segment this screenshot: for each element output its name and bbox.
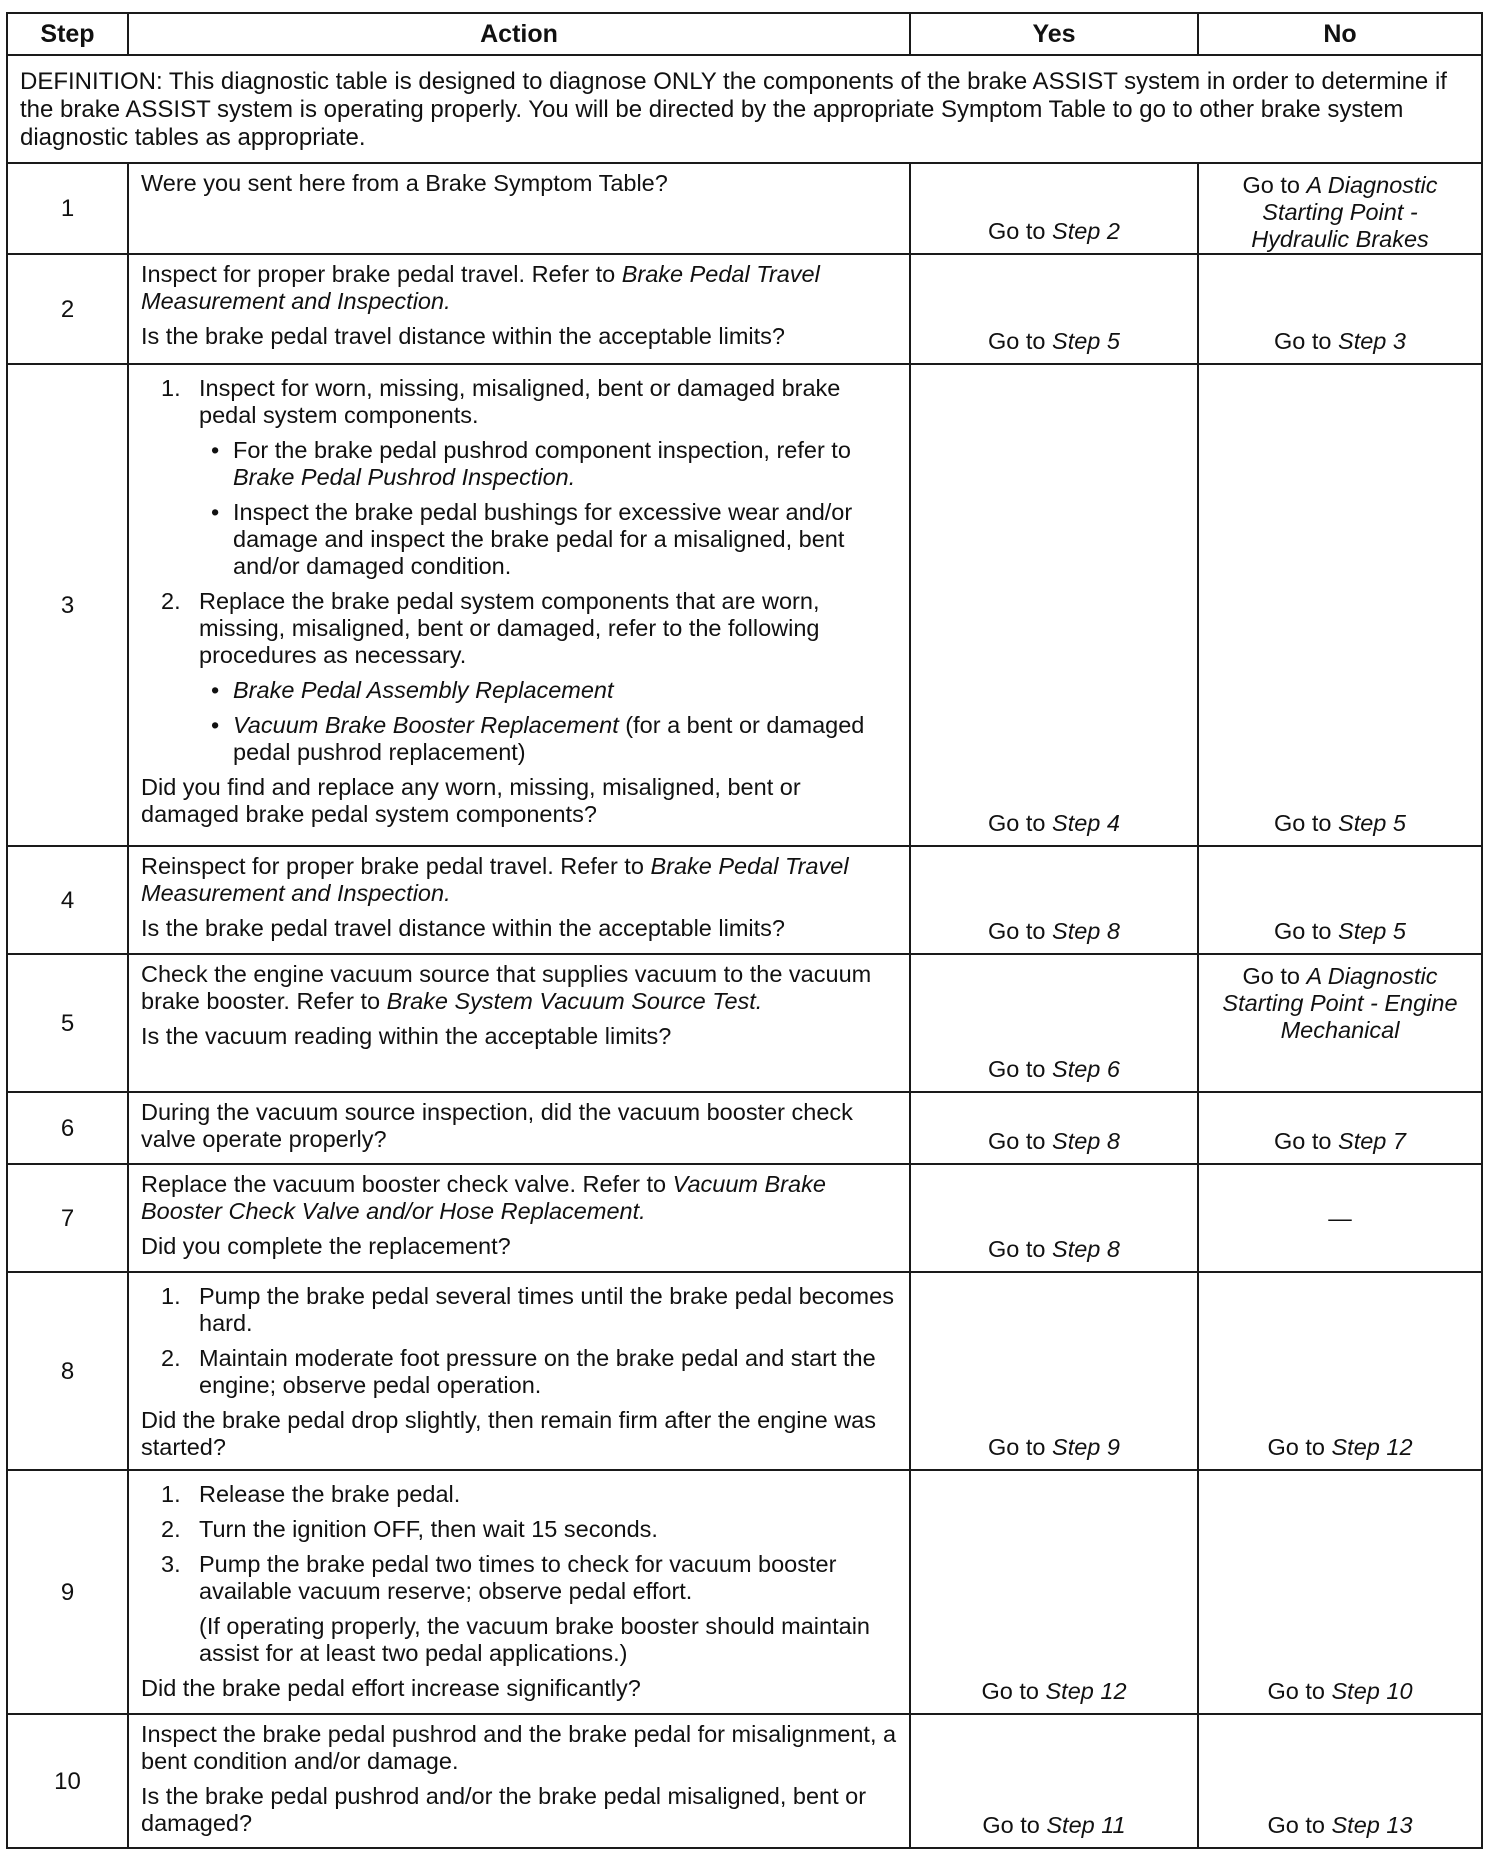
go-to-label: Go to: [1274, 810, 1332, 836]
no-cell: [1198, 254, 1482, 364]
step-number: 10: [7, 1714, 128, 1848]
yes-cell: [910, 846, 1198, 954]
bullet-text: Inspect the brake pedal bushings for excessive wear and/or damage and inspect the brake pedal for a misaligned, bent and/or damaged condition.: [233, 499, 853, 579]
header-row: [7, 13, 1482, 55]
table-row: [7, 254, 1482, 364]
question-text: Did you find and replace any worn, missing, misaligned, bent or damaged brake pedal system components?: [141, 774, 801, 827]
bullet-text: For the brake pedal pushrod component inspection, refer to: [233, 437, 851, 463]
item-number: 1.: [161, 375, 181, 401]
item-number: 3.: [161, 1551, 181, 1577]
action-cell: [128, 1470, 910, 1714]
yes-cell: [910, 954, 1198, 1092]
no-ref-line-1[interactable]: A Diagnostic: [1306, 963, 1438, 989]
go-to-label: Go to: [1274, 328, 1332, 354]
diagnostic-table: [6, 12, 1483, 1849]
go-to-label: Go to: [981, 1678, 1039, 1704]
list-item: [141, 1516, 897, 1543]
bullet-item: [199, 499, 897, 580]
step-number: 3: [7, 364, 128, 846]
note-text: (If operating properly, the vacuum brake booster should maintain assist for at least two pedal applications.): [199, 1613, 870, 1666]
go-to-label: Go to: [988, 218, 1046, 244]
go-to-label: Go to: [988, 1056, 1046, 1082]
action-cell: [128, 1164, 910, 1272]
procedure-list: [141, 375, 897, 766]
step-number: 1: [7, 163, 128, 254]
no-cell: [1198, 846, 1482, 954]
definition-row: [7, 55, 1482, 163]
header-action: Action: [128, 13, 910, 55]
table-row: [7, 1470, 1482, 1714]
header-yes: Yes: [910, 13, 1198, 55]
yes-step-link[interactable]: Step 6: [1052, 1056, 1120, 1082]
instruction-text: [141, 961, 897, 1015]
go-to-label: Go to: [988, 1128, 1046, 1154]
question-text: Is the brake pedal travel distance within the acceptable limits?: [141, 915, 785, 941]
no-step-link[interactable]: Step 5: [1338, 810, 1406, 836]
procedure-reference[interactable]: Brake System Vacuum Source Test.: [386, 988, 763, 1014]
procedure-list: [141, 1481, 897, 1605]
action-cell: [128, 954, 910, 1092]
step-number: 7: [7, 1164, 128, 1272]
no-step-link[interactable]: Step 10: [1331, 1678, 1413, 1704]
instruction-body: Inspect for proper brake pedal travel. Refer to: [141, 261, 616, 287]
instruction-text: [141, 1171, 897, 1225]
list-item: [141, 1551, 897, 1605]
go-to-label: Go to: [988, 328, 1046, 354]
item-number: 2.: [161, 1345, 181, 1371]
no-cell: [1198, 1714, 1482, 1848]
go-to-label: Go to: [988, 1434, 1046, 1460]
procedure-reference[interactable]: Brake Pedal Pushrod Inspection.: [233, 464, 576, 490]
item-text: Replace the brake pedal system components that are worn, missing, misaligned, bent or damaged, refer to the following procedures as necessary.: [199, 588, 820, 668]
item-text: Pump the brake pedal two times to check for vacuum booster available vacuum reserve; observe pedal effort.: [199, 1551, 837, 1604]
table-row: [7, 364, 1482, 846]
yes-cell: [910, 1092, 1198, 1164]
action-cell: [128, 1272, 910, 1470]
question-text: Did the brake pedal effort increase significantly?: [141, 1675, 641, 1701]
yes-step-link[interactable]: Step 8: [1052, 1236, 1120, 1262]
step-number: 4: [7, 846, 128, 954]
step-number: 2: [7, 254, 128, 364]
go-to-label: Go to: [988, 1236, 1046, 1262]
bullet-item: [199, 677, 897, 704]
yes-cell: [910, 163, 1198, 254]
action-cell: [128, 1714, 910, 1848]
action-cell: [128, 846, 910, 954]
instruction-text: [141, 261, 897, 315]
yes-step-link[interactable]: Step 8: [1052, 918, 1120, 944]
instruction-text: [141, 853, 897, 907]
instruction-text: Inspect the brake pedal pushrod and the brake pedal for misalignment, a bent condition and/or damage.: [141, 1721, 897, 1774]
definition-text: DEFINITION: This diagnostic table is designed to diagnose ONLY the components of the brake ASSIST system in order to determine if the brake ASSIST system is operating properly. You will be directed by the appropriate Symptom Table to go to other brake system diagnostic tables as appropriate.: [7, 55, 1482, 163]
step-number: 9: [7, 1470, 128, 1714]
bullet-list: [199, 677, 897, 766]
procedure-reference[interactable]: Brake Pedal Travel Measurement and Inspection.: [141, 261, 820, 314]
instruction-body: Replace the vacuum booster check valve. Refer to: [141, 1171, 667, 1197]
no-ref-line-1[interactable]: A Diagnostic: [1306, 172, 1438, 198]
list-item: [141, 375, 897, 580]
go-to-label: Go to: [988, 918, 1046, 944]
no-cell: [1198, 1272, 1482, 1470]
table-row: [7, 1272, 1482, 1470]
bullet-icon: •: [211, 437, 220, 463]
step-number: 5: [7, 954, 128, 1092]
table-row: [7, 1714, 1482, 1848]
item-number: 1.: [161, 1481, 181, 1507]
yes-cell: [910, 1164, 1198, 1272]
go-to-label: Go to: [1267, 1678, 1325, 1704]
procedure-reference[interactable]: Brake Pedal Travel Measurement and Inspection.: [141, 853, 849, 906]
no-ref-line-2[interactable]: Starting Point -: [1262, 199, 1418, 225]
table-row: [7, 846, 1482, 954]
step-number: 8: [7, 1272, 128, 1470]
yes-cell: [910, 254, 1198, 364]
yes-cell: [910, 1470, 1198, 1714]
no-step-link[interactable]: Step 7: [1338, 1128, 1406, 1154]
table-row: [7, 954, 1482, 1092]
no-cell: [1198, 1470, 1482, 1714]
question-text: During the vacuum source inspection, did the vacuum booster check valve operate properly?: [141, 1099, 853, 1152]
no-cell: [1198, 163, 1482, 254]
no-value-dash: —: [1328, 1204, 1352, 1231]
bullet-icon: •: [211, 712, 220, 738]
yes-step-link[interactable]: Step 9: [1052, 1434, 1120, 1460]
table-row: [7, 163, 1482, 254]
bullet-icon: •: [211, 499, 220, 525]
item-number: 2.: [161, 588, 181, 614]
action-cell: [128, 163, 910, 254]
item-text: Release the brake pedal.: [199, 1481, 461, 1507]
no-cell: [1198, 364, 1482, 846]
procedure-reference[interactable]: Vacuum Brake Booster Replacement: [233, 712, 619, 738]
go-to-label: Go to: [1274, 918, 1332, 944]
item-text: Inspect for worn, missing, misaligned, bent or damaged brake pedal system components.: [199, 375, 841, 428]
question-text: Is the brake pedal pushrod and/or the brake pedal misaligned, bent or damaged?: [141, 1783, 867, 1836]
no-step-link[interactable]: Step 5: [1338, 918, 1406, 944]
instruction-body: Reinspect for proper brake pedal travel. Refer to: [141, 853, 644, 879]
no-ref-line-3[interactable]: Mechanical: [1280, 1017, 1400, 1043]
item-text: Maintain moderate foot pressure on the brake pedal and start the engine; observe pedal operation.: [199, 1345, 876, 1398]
no-cell: [1198, 1092, 1482, 1164]
go-to-label: Go to: [1267, 1434, 1325, 1460]
no-ref-line-3[interactable]: Hydraulic Brakes: [1251, 226, 1429, 252]
table-row: [7, 1164, 1482, 1272]
header-no: No: [1198, 13, 1482, 55]
bullet-list: [199, 437, 897, 580]
no-step-link[interactable]: Step 13: [1331, 1812, 1413, 1838]
action-cell: [128, 1092, 910, 1164]
bullet-item: [199, 437, 897, 491]
table-row: [7, 1092, 1482, 1164]
yes-cell: [910, 364, 1198, 846]
question-text: Did the brake pedal drop slightly, then remain firm after the engine was started?: [141, 1407, 876, 1460]
question-text: Is the brake pedal travel distance within the acceptable limits?: [141, 323, 785, 349]
item-text: Pump the brake pedal several times until the brake pedal becomes hard.: [199, 1283, 894, 1336]
yes-step-link[interactable]: Step 4: [1052, 810, 1120, 836]
go-to-label: Go to: [1274, 1128, 1332, 1154]
action-cell: [128, 364, 910, 846]
procedure-reference[interactable]: Vacuum Brake Booster Check Valve and/or Hose Replacement.: [141, 1171, 826, 1224]
bullet-text: (for a bent or damaged pedal pushrod replacement): [233, 712, 865, 765]
no-cell: [1198, 1164, 1482, 1272]
item-number: 2.: [161, 1516, 181, 1542]
step-number: 6: [7, 1092, 128, 1164]
procedure-reference[interactable]: Brake Pedal Assembly Replacement: [233, 677, 614, 703]
diagnostic-document: [6, 12, 1481, 1849]
no-step-link[interactable]: Step 12: [1331, 1434, 1413, 1460]
yes-step-link[interactable]: Step 11: [1046, 1812, 1126, 1838]
procedure-list: [141, 1283, 897, 1399]
no-step-link[interactable]: Step 3: [1338, 328, 1406, 354]
yes-step-link[interactable]: Step 2: [1052, 218, 1120, 244]
bullet-item: [199, 712, 897, 766]
question-text: Is the vacuum reading within the acceptable limits?: [141, 1023, 672, 1049]
go-to-label: Go to: [1242, 963, 1300, 989]
item-number: 1.: [161, 1283, 181, 1309]
no-ref-line-2[interactable]: Starting Point - Engine: [1222, 990, 1458, 1016]
yes-step-link[interactable]: Step 8: [1052, 1128, 1120, 1154]
yes-step-link[interactable]: Step 5: [1052, 328, 1120, 354]
yes-cell: [910, 1714, 1198, 1848]
list-item: [141, 1345, 897, 1399]
go-to-label: Go to: [982, 1812, 1040, 1838]
no-cell: [1198, 954, 1482, 1092]
yes-step-link[interactable]: Step 12: [1045, 1678, 1127, 1704]
instruction-body: Check the engine vacuum source that supplies vacuum to the vacuum brake booster. Refer to: [141, 961, 872, 1014]
list-item: [141, 588, 897, 766]
question-text: Were you sent here from a Brake Symptom Table?: [141, 170, 668, 196]
header-step: Step: [7, 13, 128, 55]
yes-cell: [910, 1272, 1198, 1470]
go-to-label: Go to: [988, 810, 1046, 836]
action-cell: [128, 254, 910, 364]
question-text: Did you complete the replacement?: [141, 1233, 511, 1259]
list-item: [141, 1283, 897, 1337]
bullet-icon: •: [211, 677, 220, 703]
go-to-label: Go to: [1267, 1812, 1325, 1838]
list-item: [141, 1481, 897, 1508]
item-text: Turn the ignition OFF, then wait 15 seconds.: [199, 1516, 658, 1542]
go-to-label: Go to: [1242, 172, 1300, 198]
